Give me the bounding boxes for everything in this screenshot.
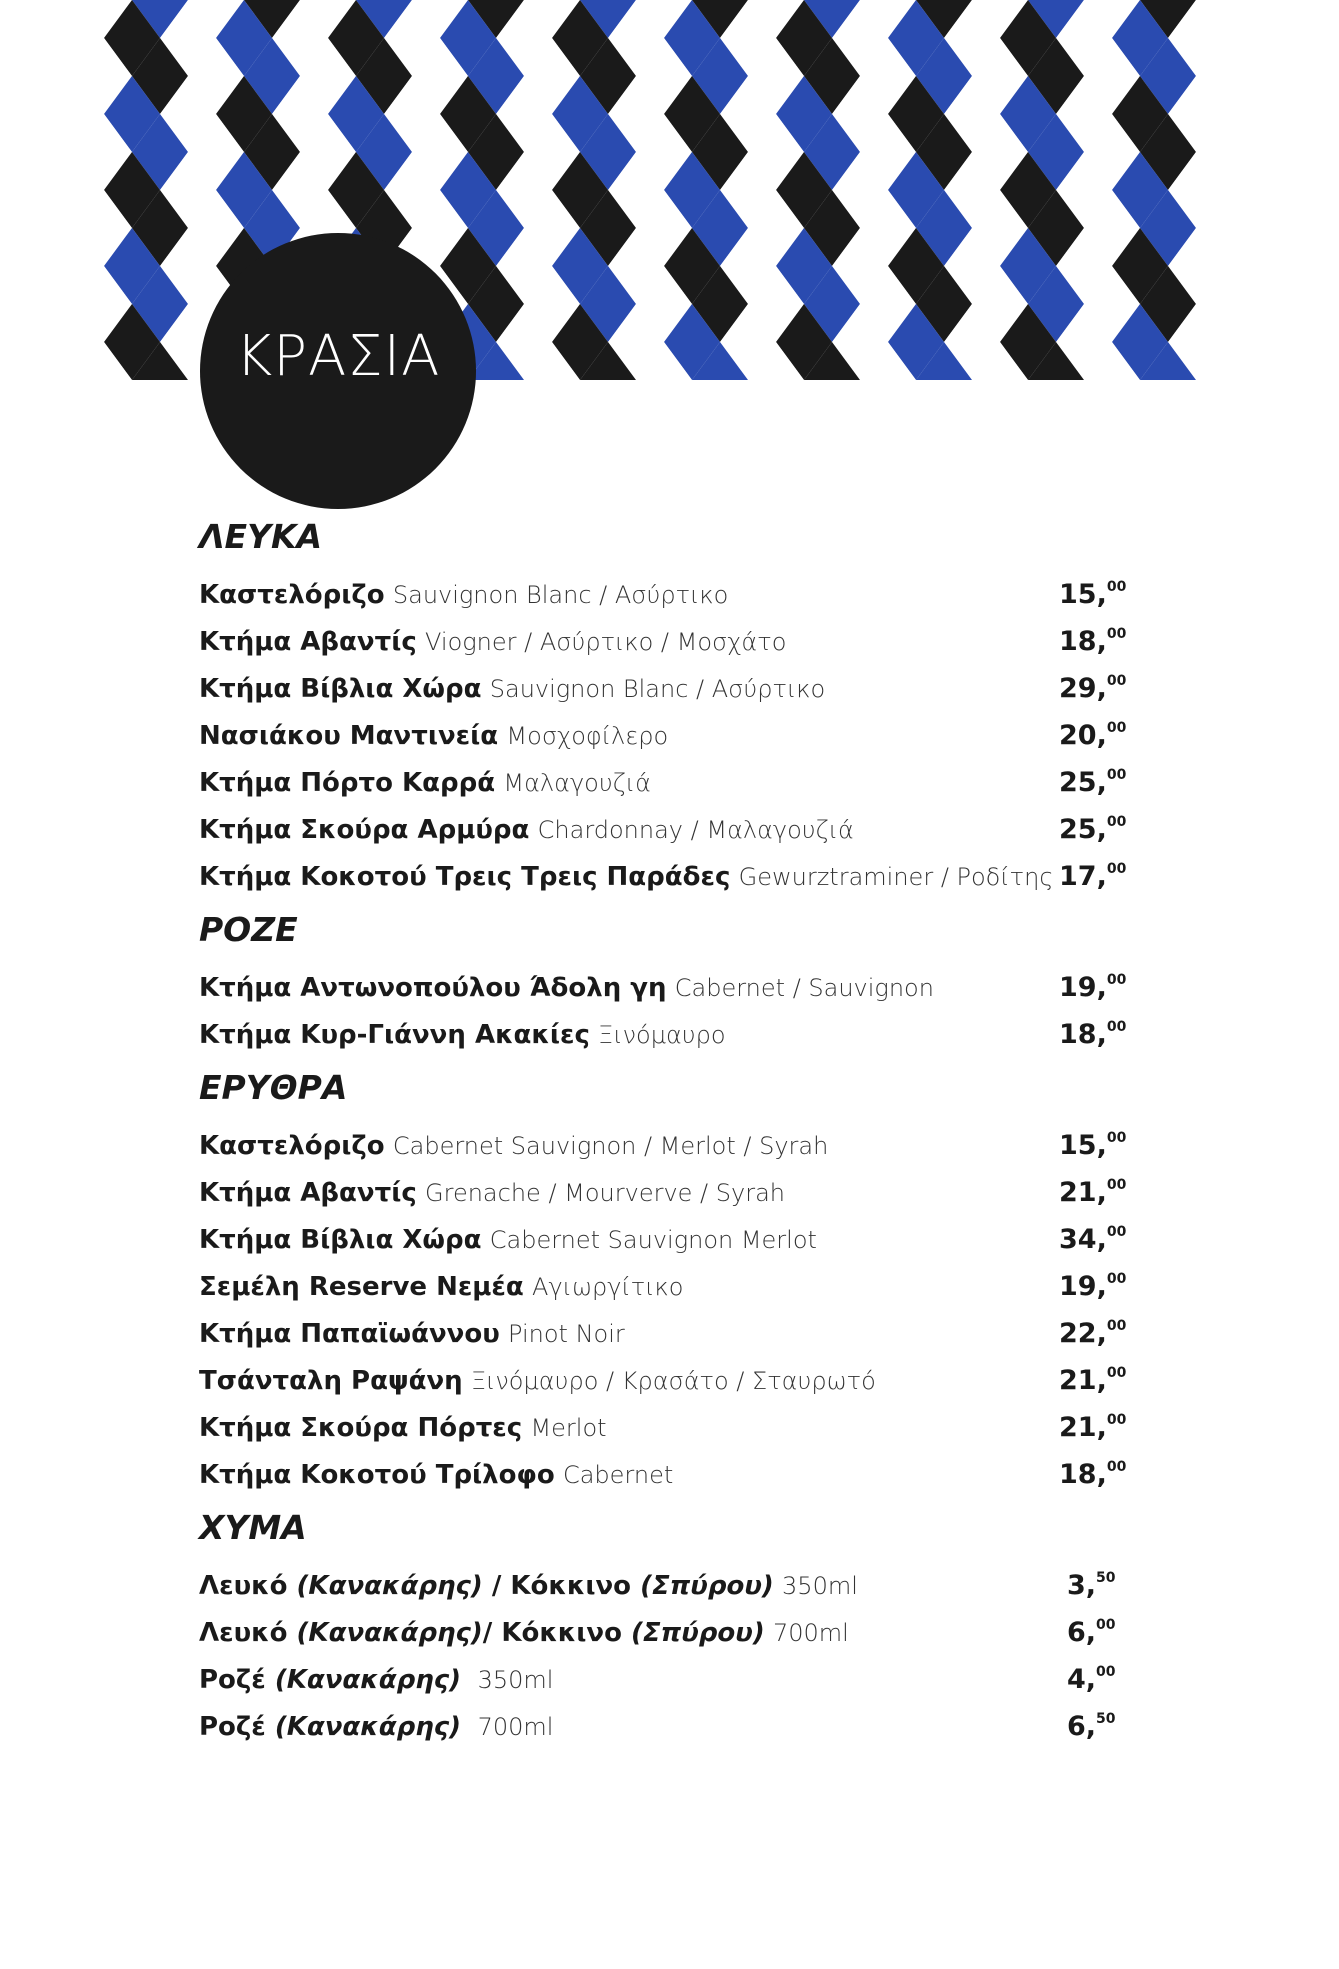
menu-row	[199, 1256, 1135, 1303]
menu-row	[199, 1602, 1135, 1649]
wine-name: Κτήμα Σκούρα Πόρτες	[199, 1413, 523, 1443]
section-red-wines	[199, 1061, 1135, 1491]
wine-volume: 350ml	[477, 1666, 554, 1694]
wine-varietal: Cabernet Sauvignon Merlot	[489, 1226, 817, 1254]
title-circle	[200, 233, 476, 509]
wine-menu	[199, 510, 1135, 1743]
wine-name: Σεμέλη Reserve Νεμέα	[199, 1272, 524, 1302]
price: 18,00	[1059, 626, 1127, 657]
wine-name: Κτήμα Βίβλια Χώρα	[199, 674, 482, 704]
price: 22,00	[1059, 1318, 1127, 1349]
wine-name: Λευκό (Κανακάρης)/ Κόκκινο (Σπύρου)	[199, 1618, 765, 1648]
wine-varietal: Αγιωργίτικο	[532, 1273, 684, 1301]
menu-row	[199, 564, 1135, 611]
wine-name: Κτήμα Αβαντίς	[199, 1178, 417, 1208]
wine-volume: 700ml	[477, 1713, 554, 1741]
menu-row	[199, 957, 1135, 1004]
wine-name: Λευκό (Κανακάρης) / Κόκκινο (Σπύρου)	[199, 1571, 774, 1601]
section-white-wines	[199, 510, 1135, 893]
price: 19,00	[1059, 1271, 1127, 1302]
wine-varietal: Cabernet	[562, 1461, 674, 1489]
price: 34,00	[1059, 1224, 1127, 1255]
price: 15,00	[1059, 579, 1127, 610]
price: 15,00	[1059, 1130, 1127, 1161]
wine-varietal: Ξινόμαυρο / Κρασάτο / Σταυρωτό	[470, 1367, 876, 1395]
menu-row	[199, 846, 1135, 893]
wine-varietal: Pinot Noir	[508, 1320, 625, 1348]
wine-name: Κτήμα Κοκοτού Τρεις Τρεις Παράδες	[199, 862, 731, 892]
price: 21,00	[1059, 1365, 1127, 1396]
wine-name: Κτήμα Κυρ-Γιάννη Ακακίες	[199, 1020, 590, 1050]
wine-name: Καστελόριζο	[199, 580, 385, 610]
price: 25,00	[1059, 814, 1127, 845]
wine-varietal: Cabernet / Sauvignon	[674, 974, 934, 1002]
wine-varietal: Cabernet Sauvignon / Merlot / Syrah	[392, 1132, 829, 1160]
menu-row	[199, 1209, 1135, 1256]
price: 3,50	[1067, 1570, 1116, 1601]
section-title: ΡΟΖΕ	[199, 910, 298, 949]
price: 21,00	[1059, 1177, 1127, 1208]
menu-row	[199, 611, 1135, 658]
price: 29,00	[1059, 673, 1127, 704]
menu-row	[199, 705, 1135, 752]
wine-volume: 700ml	[772, 1619, 849, 1647]
menu-row	[199, 1004, 1135, 1051]
price: 21,00	[1059, 1412, 1127, 1443]
menu-row	[199, 799, 1135, 846]
price: 6,00	[1067, 1617, 1116, 1648]
section-title: ΛΕΥΚΑ	[199, 517, 323, 556]
price: 4,00	[1067, 1664, 1116, 1695]
menu-row	[199, 1555, 1135, 1602]
wine-volume: 350ml	[782, 1572, 858, 1600]
wine-name: Καστελόριζο	[199, 1131, 385, 1161]
section-title: ΕΡΥΘΡΑ	[199, 1068, 348, 1107]
menu-row	[199, 658, 1135, 705]
wine-varietal: Chardonnay / Μαλαγουζιά	[537, 816, 854, 844]
wine-varietal: Sauvignon Blanc / Ασύρτικο	[392, 581, 729, 609]
wine-name: Τσάνταλη Ραψάνη	[199, 1366, 463, 1396]
wine-name: Κτήμα Αβαντίς	[199, 627, 417, 657]
menu-row	[199, 1444, 1135, 1491]
section-rose-wines	[199, 903, 1135, 1051]
wine-name: Κτήμα Βίβλια Χώρα	[199, 1225, 482, 1255]
wine-name: Κτήμα Κοκοτού Τρίλοφο	[199, 1460, 555, 1490]
price: 20,00	[1059, 720, 1127, 751]
wine-name: Νασιάκου Μαντινεία	[199, 721, 499, 751]
wine-name: Ροζέ (Κανακάρης)	[199, 1712, 462, 1742]
price: 18,00	[1059, 1019, 1127, 1050]
page-title: ΚΡΑΣΙΑ	[235, 323, 441, 389]
wine-varietal: Merlot	[530, 1414, 607, 1442]
menu-row	[199, 1162, 1135, 1209]
wine-varietal: Μοσχοφίλερο	[506, 722, 669, 750]
menu-row	[199, 1350, 1135, 1397]
price: 6,50	[1067, 1711, 1116, 1742]
section-bulk-wines	[199, 1501, 1135, 1743]
menu-row	[199, 1696, 1135, 1743]
wine-name: Ροζέ (Κανακάρης)	[199, 1665, 462, 1695]
wine-name: Κτήμα Αντωνοπούλου Άδολη γη	[199, 973, 667, 1003]
wine-name: Κτήμα Παπαϊωάννου	[199, 1319, 500, 1349]
wine-varietal: Gewurztraminer / Ροδίτης	[738, 863, 1054, 891]
menu-row	[199, 1115, 1135, 1162]
wine-varietal: Viogner / Ασύρτικο / Μοσχάτο	[425, 628, 787, 656]
wine-varietal: Ξινόμαυρο	[598, 1021, 726, 1049]
wine-name: Κτήμα Σκούρα Αρμύρα	[199, 815, 530, 845]
price: 25,00	[1059, 767, 1127, 798]
price: 17,00	[1059, 861, 1127, 892]
section-title: ΧΥΜΑ	[199, 1508, 307, 1547]
price: 18,00	[1059, 1459, 1127, 1490]
price: 19,00	[1059, 972, 1127, 1003]
wine-varietal: Μαλαγουζιά	[503, 769, 651, 797]
wine-name: Κτήμα Πόρτο Καρρά	[199, 768, 496, 798]
wine-varietal: Grenache / Mourverve / Syrah	[425, 1179, 785, 1207]
wine-varietal: Sauvignon Blanc / Ασύρτικο	[489, 675, 826, 703]
